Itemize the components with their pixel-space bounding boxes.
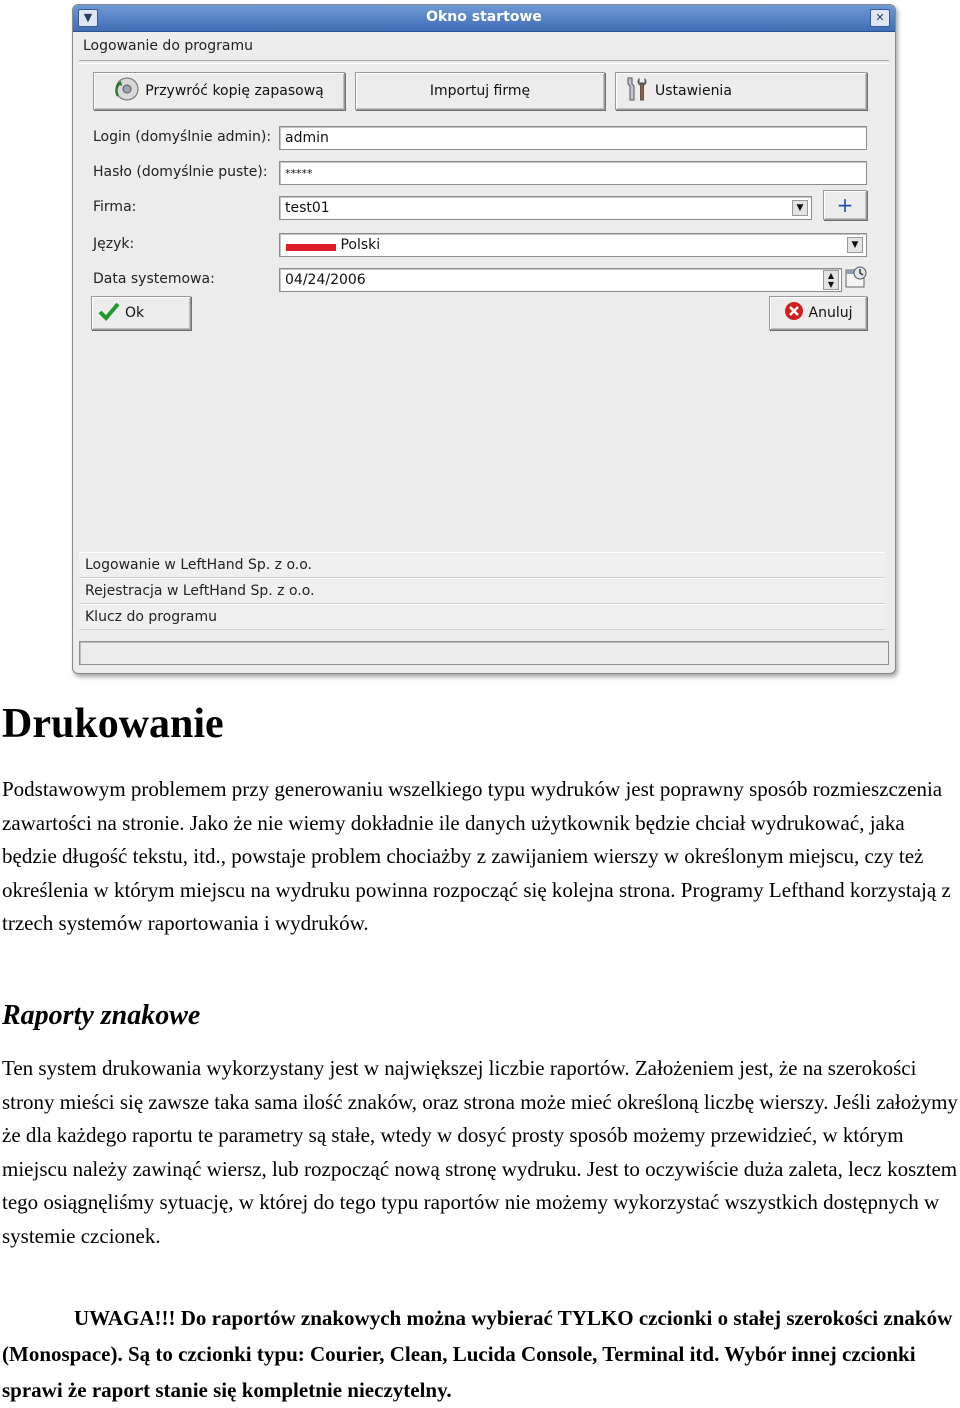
login-frame-title: Logowanie do programu [83, 38, 253, 54]
settings-button[interactable] [615, 72, 867, 110]
page-heading: Drukowanie [2, 701, 224, 747]
divider [79, 60, 889, 64]
link-register-lefthand[interactable]: Rejestracja w LeftHand Sp. z o.o. [79, 578, 885, 604]
password-label: Hasło (domyślnie puste): [93, 164, 268, 180]
dropdown-arrow-icon[interactable]: ▼ [847, 237, 863, 253]
language-select[interactable] [279, 233, 867, 257]
calendar-icon[interactable] [843, 264, 869, 290]
language-label: Język: [93, 236, 135, 252]
add-company-button[interactable]: + [823, 190, 867, 220]
dropdown-arrow-icon[interactable]: ▼ [792, 200, 808, 216]
cancel-icon [784, 301, 804, 325]
settings-label: Ustawienia [655, 83, 732, 99]
import-company-button[interactable] [355, 72, 605, 110]
window-titlebar[interactable] [73, 5, 895, 32]
window-content [77, 32, 891, 669]
cancel-label: Anuluj [808, 305, 853, 321]
section-paragraph: Ten system drukowania wykorzystany jest w największej liczbie raportów. Założeniem jest, że na szerokości strony mieści się zawsze taka sama ilość znaków, oraz strona może mieć określoną liczbę wierszy. Jeśli założymy że dla każdego raportu te parametry są stałe, wtedy w dosyć prosty sposób możemy przewidzieć, w którym miejscu należy zawinąć wiersz, lub rozpocząć nową stronę wydruku. Jest to oczywiście duża zaleta, lecz kosztem tego osiągnęliśmy sytuację, w której do tego typu raportów nie możemy wykorzystać wszystkich dostępnych w systemie czcionek. [2, 1056, 958, 1248]
link-login-lefthand[interactable]: Logowanie w LeftHand Sp. z o.o. [79, 552, 885, 578]
login-input[interactable]: admin [279, 126, 867, 150]
checkmark-icon [98, 301, 120, 325]
window-title: Okno startowe [426, 9, 542, 25]
ok-label: Ok [125, 305, 145, 321]
section-heading: Raporty znakowe [2, 1000, 201, 1031]
status-bar [79, 641, 889, 665]
intro-paragraph: Podstawowym problemem przy generowaniu wszelkiego typu wydruków jest poprawny sposób rozmieszczenia zawartości na stronie. Jako że nie wiemy dokładnie ile danych użytkownik będzie chciał wydrukować, jaka będzie długość tekstu, itd., powstaje problem chociażby z zawijaniem wierszy w określonym miejscu, czy też określenia w którym miejscu na wydruku powinna rozpocząć się kolejna strona. Programy Lefthand korzystają z trzech systemów raportowania i wydruków. [2, 777, 951, 935]
restore-backup-label: Przywróć kopię zapasową [145, 83, 324, 99]
link-program-key[interactable]: Klucz do programu [79, 604, 885, 630]
date-label: Data systemowa: [93, 271, 215, 287]
flag-icon [286, 237, 336, 251]
ok-button[interactable] [91, 296, 191, 330]
system-date-input[interactable] [279, 268, 842, 292]
company-label: Firma: [93, 199, 137, 215]
start-window [72, 4, 896, 674]
login-label: Login (domyślnie admin): [93, 129, 272, 145]
restore-backup-button[interactable] [93, 72, 345, 110]
date-value: 04/24/2006 [285, 272, 366, 288]
cancel-button[interactable] [769, 296, 867, 330]
company-select[interactable] [279, 196, 812, 220]
link-list [79, 552, 885, 630]
company-value: test01 [285, 200, 330, 216]
password-input[interactable]: ***** [279, 161, 867, 185]
spinner-icon[interactable]: ▲ ▼ [823, 270, 839, 290]
language-value: Polski [340, 237, 381, 253]
settings-tools-icon [622, 75, 650, 107]
menu-icon[interactable]: ▼ [78, 9, 98, 27]
restore-backup-icon [114, 76, 140, 106]
warning-paragraph: UWAGA!!! Do raportów znakowych można wybierać TYLKO czcionki o stałej szerokości znaków (Monospace). Są to czcionki typu: Courier, Clean, Lucida Console, Terminal itd. Wybór innej czcionki sprawi że raport stanie się kompletnie nieczytelny. [2, 1306, 953, 1402]
close-icon[interactable]: ✕ [870, 9, 890, 27]
import-company-label: Importuj firmę [429, 83, 531, 99]
